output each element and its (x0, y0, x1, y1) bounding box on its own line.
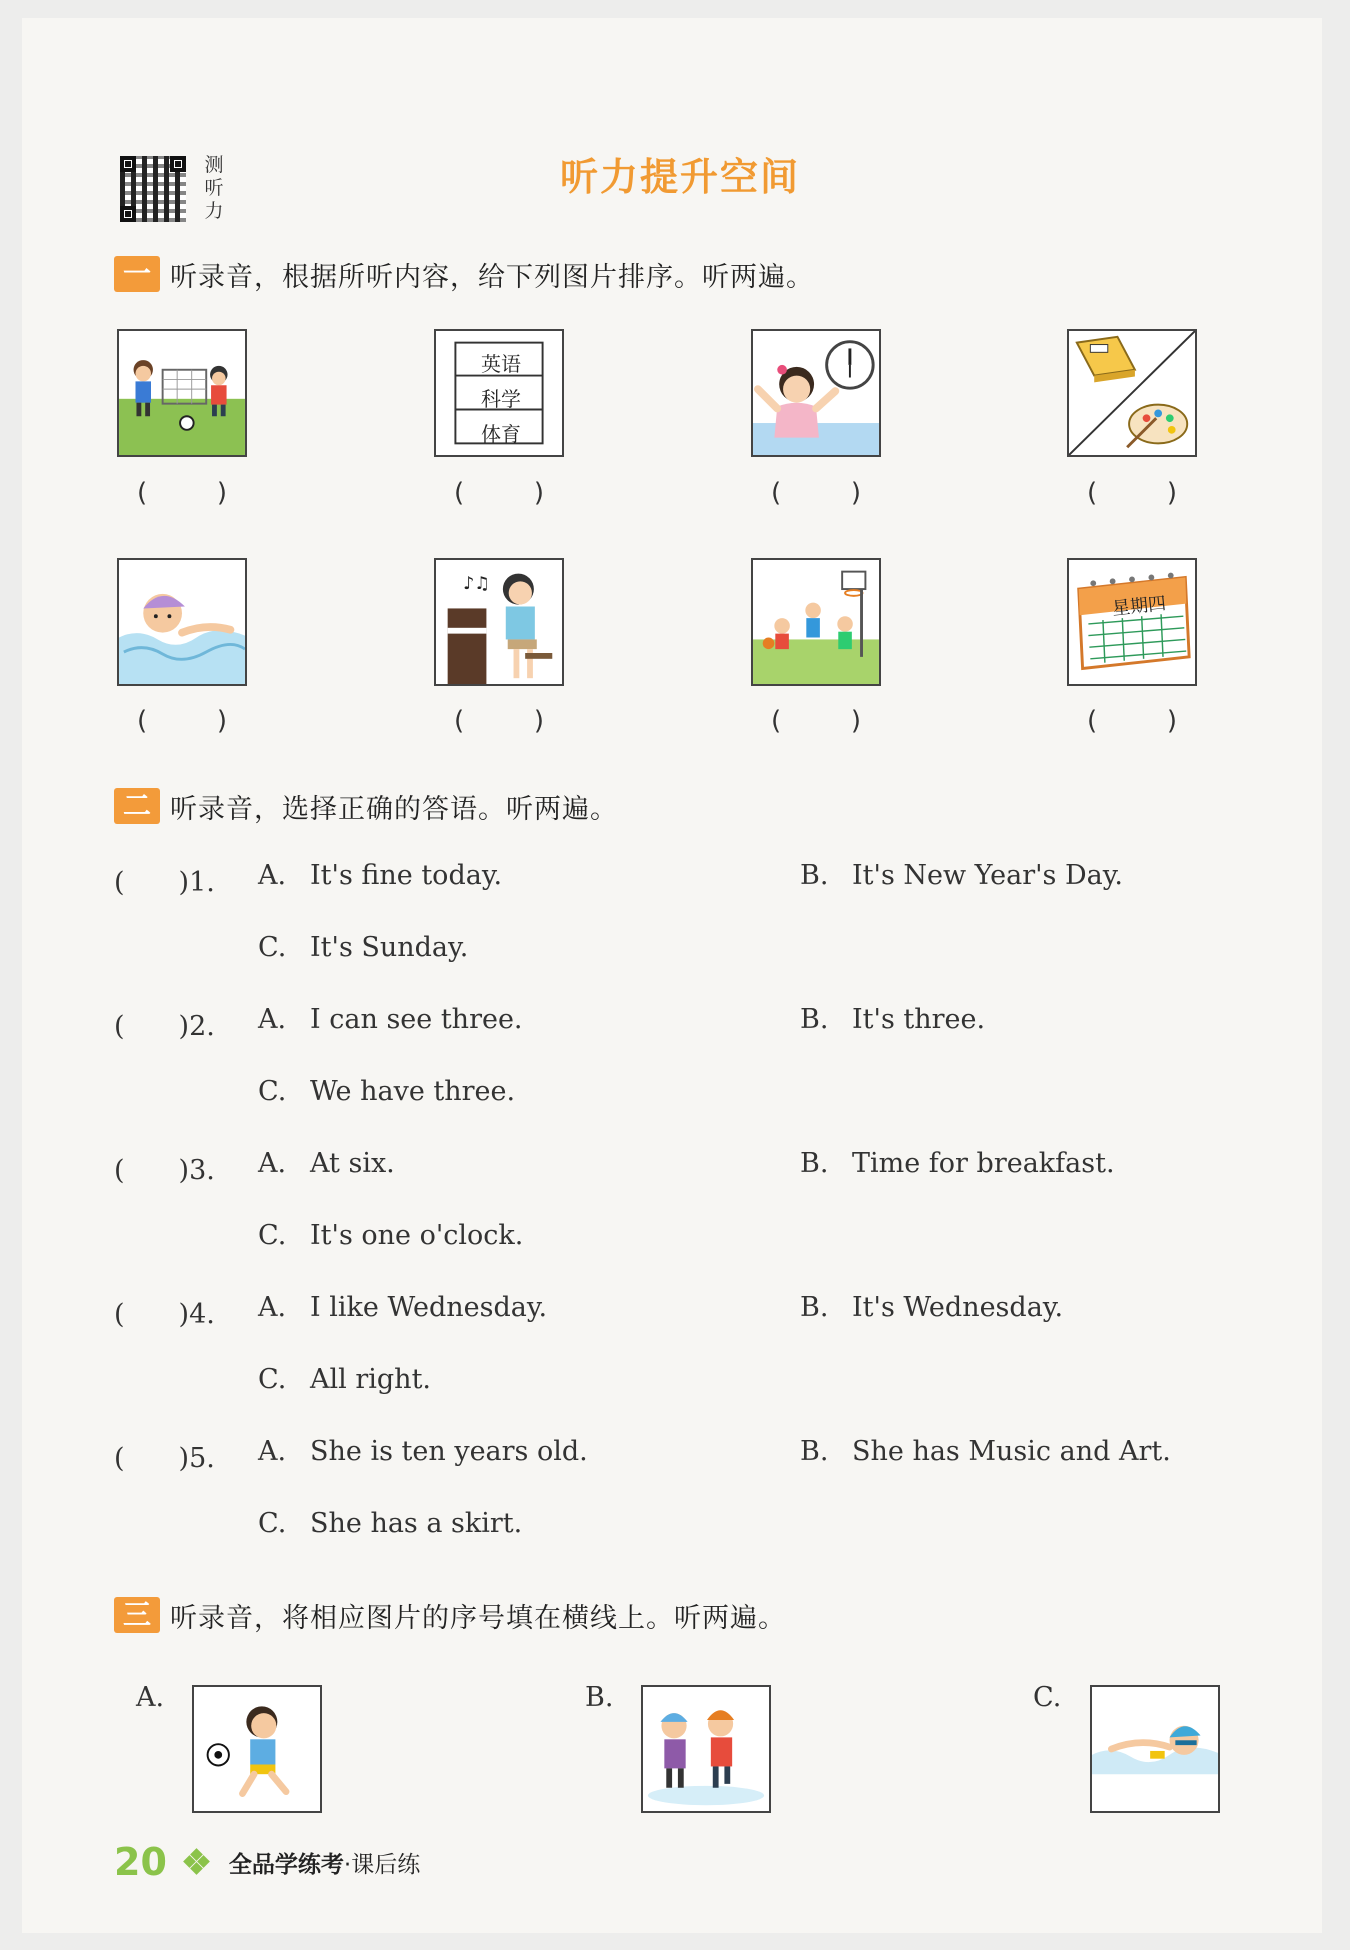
piano-girl-icon (436, 560, 562, 684)
timetable-row: 英语 (481, 352, 521, 376)
option-c (258, 1508, 522, 1539)
option-letter: A. (258, 1436, 287, 1467)
picture-kids-skating (641, 1685, 771, 1813)
section-3-heading (114, 1595, 786, 1635)
swimming-boy-icon (119, 560, 245, 684)
kids-skating-icon (643, 1687, 769, 1811)
section-instruction: 听录音，将相应图片的序号填在横线上。听两遍。 (170, 1602, 786, 1634)
option-text: She has Music and Art. (852, 1436, 1171, 1467)
picture-timetable (434, 329, 564, 457)
timetable-row: 体育 (481, 422, 521, 446)
option-a (258, 1292, 547, 1323)
basketball-kids-icon (753, 560, 879, 684)
option-label-b: B. (585, 1682, 614, 1713)
option-text: It's fine today. (310, 860, 503, 891)
option-c (258, 1220, 523, 1251)
option-b (800, 1436, 1171, 1467)
option-letter: B. (800, 1148, 829, 1179)
answer-bracket[interactable]: ( ) (137, 706, 227, 736)
option-a (258, 1436, 588, 1467)
question-row (114, 1292, 1264, 1412)
girl-wakeup-clock-icon (753, 331, 879, 455)
option-text: I like Wednesday. (310, 1292, 548, 1323)
question-number[interactable]: ( )2. (114, 1011, 215, 1042)
question-number[interactable]: ( )5. (114, 1443, 215, 1474)
option-text: It's one o'clock. (310, 1220, 524, 1251)
svg-text:♪♫: ♪♫ (463, 574, 490, 595)
calendar-icon (1069, 560, 1195, 684)
picture-boy-kicking (192, 1685, 322, 1813)
option-c (258, 1364, 431, 1395)
option-letter: C. (258, 932, 287, 963)
answer-bracket[interactable]: ( ) (1087, 706, 1177, 736)
option-letter: C. (258, 1364, 287, 1395)
question-number[interactable]: ( )1. (114, 867, 215, 898)
question-row (114, 1004, 1264, 1124)
option-letter: A. (258, 1292, 287, 1323)
option-text: It's Sunday. (310, 932, 469, 963)
picture-book-palette (1067, 329, 1197, 457)
option-text: At six. (310, 1148, 395, 1179)
option-label-c: C. (1033, 1682, 1062, 1713)
page-number: 20 (114, 1840, 167, 1884)
question-number[interactable]: ( )3. (114, 1155, 215, 1186)
option-c (258, 1076, 515, 1107)
option-b (800, 1148, 1115, 1179)
option-letter: A. (258, 1004, 287, 1035)
option-letter: B. (800, 1004, 829, 1035)
section-badge: 一 (114, 256, 160, 292)
section-instruction: 听录音，选择正确的答语。听两遍。 (170, 793, 618, 825)
option-letter: C. (258, 1076, 287, 1107)
answer-bracket[interactable]: ( ) (1087, 478, 1177, 508)
option-label-a: A. (136, 1682, 165, 1713)
answer-bracket[interactable]: ( ) (454, 706, 544, 736)
section-2-heading (114, 786, 618, 826)
timetable-row: 科学 (481, 387, 521, 411)
option-text: Time for breakfast. (852, 1148, 1115, 1179)
option-text: We have three. (310, 1076, 516, 1107)
option-letter: B. (800, 1292, 829, 1323)
answer-bracket[interactable]: ( ) (454, 478, 544, 508)
question-row (114, 1436, 1264, 1556)
option-text: She has a skirt. (310, 1508, 523, 1539)
option-letter: C. (258, 1220, 287, 1251)
option-a (258, 1004, 523, 1035)
option-b (800, 1292, 1063, 1323)
answer-bracket[interactable]: ( ) (137, 478, 227, 508)
book-name: 全品学练考 (228, 1851, 344, 1878)
picture-calendar (1067, 558, 1197, 686)
question-number[interactable]: ( )4. (114, 1299, 215, 1330)
question-row (114, 860, 1264, 980)
option-text: She is ten years old. (310, 1436, 588, 1467)
picture-girl-wakeup (751, 329, 881, 457)
option-letter: B. (800, 1436, 829, 1467)
option-text: I can see three. (310, 1004, 523, 1035)
section-instruction: 听录音，根据所听内容，给下列图片排序。听两遍。 (170, 261, 814, 293)
option-b (800, 860, 1123, 891)
option-letter: B. (800, 860, 829, 891)
swimmer-icon (1092, 1687, 1218, 1811)
option-letter: A. (258, 1148, 287, 1179)
qr-code-icon[interactable] (120, 156, 186, 222)
answer-bracket[interactable]: ( ) (771, 478, 861, 508)
football-kids-icon (119, 331, 245, 455)
option-a (258, 1148, 395, 1179)
picture-basketball-kids (751, 558, 881, 686)
section-1-heading (114, 254, 814, 294)
diamond-icon (185, 1850, 209, 1874)
section-badge: 三 (114, 1597, 160, 1633)
option-text: It's New Year's Day. (852, 860, 1123, 891)
picture-swimmer (1090, 1685, 1220, 1813)
option-a (258, 860, 502, 891)
answer-bracket[interactable]: ( ) (771, 706, 861, 736)
option-letter: C. (258, 1508, 287, 1539)
question-row (114, 1148, 1264, 1268)
option-text: It's three. (852, 1004, 986, 1035)
section-badge: 二 (114, 788, 160, 824)
qr-label: 测 听 力 (204, 154, 224, 222)
option-c (258, 932, 468, 963)
picture-football-kids (117, 329, 247, 457)
page-footer (114, 1840, 420, 1884)
option-text: All right. (310, 1364, 431, 1395)
option-text: It's Wednesday. (852, 1292, 1064, 1323)
picture-swimming-boy (117, 558, 247, 686)
boy-kicking-ball-icon (194, 1687, 320, 1811)
calendar-label: 星期四 (1111, 593, 1168, 620)
book-subtitle: ·课后练 (343, 1851, 421, 1878)
page-title: 听力提升空间 (559, 155, 800, 199)
option-letter: A. (258, 860, 287, 891)
option-b (800, 1004, 985, 1035)
picture-piano-girl (434, 558, 564, 686)
book-and-palette-icon (1069, 331, 1195, 455)
